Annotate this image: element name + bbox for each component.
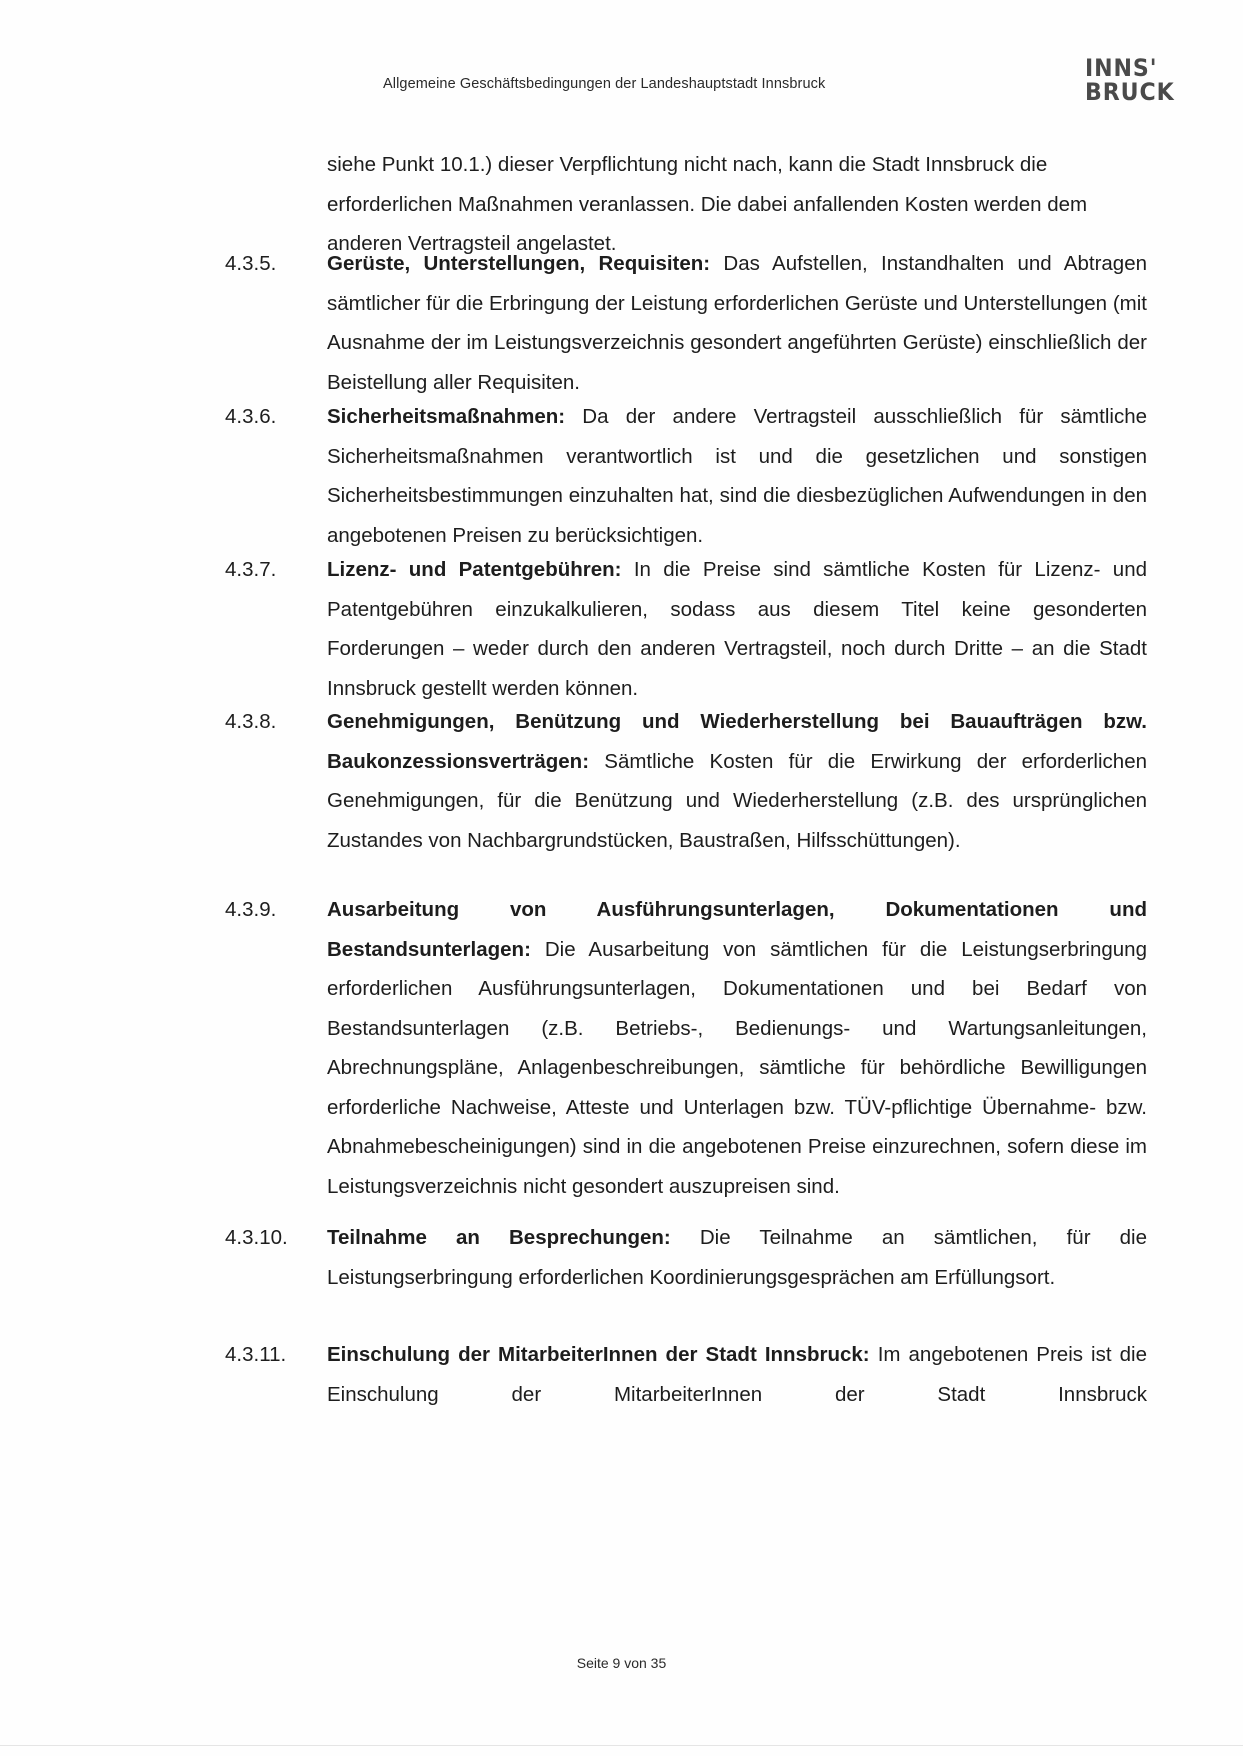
section-4-3-9 (225, 890, 1147, 1206)
section-body (327, 702, 1147, 860)
section-title: Gerüste, Unterstellungen, Requisiten: (327, 252, 711, 275)
section-number: 4.3.6. (225, 405, 277, 428)
section-number: 4.3.7. (225, 558, 277, 581)
section-4-3-10 (225, 1218, 1147, 1297)
section-text: Die Teilnahme an sämtlichen, für die Leistungserbringung erforderlichen Koordinierungsgesprächen am Erfüllungsort. (327, 1226, 1147, 1289)
section-number: 4.3.8. (225, 710, 277, 733)
section-4-3-11 (225, 1335, 1147, 1414)
section-text: Das Aufstellen, Instandhalten und Abtragen sämtlicher für die Erbringung der Leistung erforderlichen Gerüste und Unterstellungen (mit Ausnahme der im Leistungsverzeichnis gesondert angeführten Gerüste) einschließlich der Beistellung aller Requisiten. (327, 252, 1148, 394)
section-title: Genehmigungen, Benützung und Wiederherstellung bei Bauaufträgen bzw. Baukonzessionsverträgen: (327, 710, 1147, 773)
section-body (327, 550, 1147, 708)
section-text: Da der andere Vertragsteil ausschließlich für sämtliche Sicherheitsmaßnahmen verantwortlich ist und die gesetzlichen und sonstigen Sicherheitsbestimmungen einzuhalten hat, sind die diesbezüglichen Aufwendungen in den angebotenen Preisen zu berücksichtigen. (327, 405, 1147, 547)
logo-line-1: INNS' (1085, 54, 1158, 82)
section-body (327, 890, 1147, 1206)
section-body (327, 1335, 1147, 1414)
section-text: Im angebotenen Preis ist die Einschulung der MitarbeiterInnen der Stadt Innsbruck (327, 1343, 1147, 1406)
section-title: Lizenz- und Patentgebühren: (327, 558, 622, 581)
section-title: Einschulung der MitarbeiterInnen der Stadt Innsbruck: (327, 1343, 870, 1366)
section-title: Teilnahme an Besprechungen: (327, 1226, 671, 1249)
section-4-3-7 (225, 550, 1147, 708)
section-text: Die Ausarbeitung von sämtlichen für die Leistungserbringung erforderlichen Ausführungsunterlagen, Dokumentationen und bei Bedarf von Bestandsunterlagen (z.B. Betriebs-, Bedienungs- und Wartungsanleitungen, Abrechnungspläne, Anlagenbeschreibungen, sämtliche für behördliche Bewilligungen erforderliche Nachweise, Atteste und Unterlagen bzw. TÜV-pflichtige Übernahme- bzw. Abnahmebescheinigungen) sind in die angebotenen Preise einzurechnen, sofern diese im Leistungsverzeichnis nicht gesondert auszupreisen sind. (327, 937, 1147, 1198)
page-number: Seite 9 von 35 (576, 1655, 667, 1671)
logo-line-2: BRUCK (1085, 78, 1175, 106)
section-title: Ausarbeitung von Ausführungsunterlagen, Dokumentationen und Bestandsunterlagen: (327, 898, 1147, 961)
section-number: 4.3.5. (225, 252, 277, 275)
section-4-3-6 (225, 397, 1147, 555)
section-number: 4.3.11. (225, 1343, 287, 1366)
section-text: Sämtliche Kosten für die Erwirkung der erforderlichen Genehmigungen, für die Benützung und Wiederherstellung (z.B. des ursprünglichen Zustandes von Nachbargrundstücken, Baustraßen, Hilfsschüttungen). (327, 749, 1147, 852)
innsbruck-logo (1085, 56, 1177, 104)
section-body (327, 397, 1147, 555)
header-title: Allgemeine Geschäftsbedingungen der Landeshauptstadt Innsbruck (383, 76, 826, 92)
section-number: 4.3.10. (225, 1226, 288, 1249)
section-body (327, 1218, 1147, 1297)
intro-paragraph: siehe Punkt 10.1.) dieser Verpflichtung nicht nach, kann die Stadt Innsbruck die erforderlichen Maßnahmen veranlassen. Die dabei anfallenden Kosten werden dem anderen Vertragsteil angelastet. (327, 153, 1088, 255)
scan-edge-line (0, 1745, 1243, 1746)
section-4-3-5 (225, 244, 1147, 402)
section-title: Sicherheitsmaßnahmen: (327, 405, 566, 428)
section-text: In die Preise sind sämtliche Kosten für Lizenz- und Patentgebühren einzukalkulieren, sodass aus diesem Titel keine gesonderten Forderungen – weder durch den anderen Vertragsteil, noch durch Dritte – an die Stadt Innsbruck gestellt werden können. (327, 558, 1148, 700)
section-body (327, 244, 1147, 402)
section-4-3-8 (225, 702, 1147, 860)
section-number: 4.3.9. (225, 898, 277, 921)
